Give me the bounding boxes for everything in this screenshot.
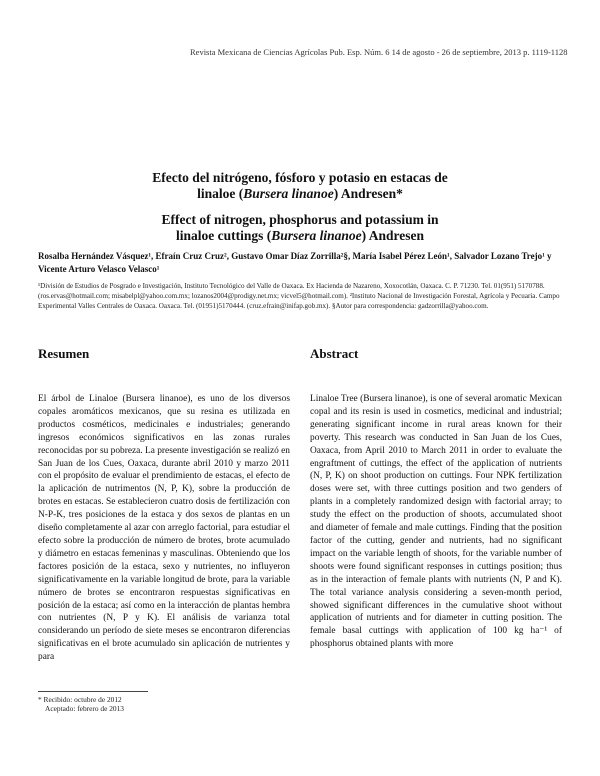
author-list: Rosalba Hernández Vásquez¹, Efraín Cruz Cruz², Gustavo Omar Díaz Zorrilla²§, María Isabel Pérez León¹, Salvador Lozano Trejo¹ y Vicente Arturo Velasco Velasco¹	[38, 251, 552, 274]
affiliations: ¹División de Estudios de Posgrado e Investigación, Instituto Tecnológico del Valle de Oaxaca. Ex Hacienda de Nazareno, Xoxocotlán, Oaxaca. C. P. 71230. Tel. 01(951) 5170788. (ros.ervas@hotmail.com; misabelpl@yahoo.com.mx; lozanos2004@prodigy.net.mx; vicvel5@hotmail.com). ²Instituto Nacional de Investigación Forestal, Agrícola y Pecuaria. Campo Experimental Valles Centrales de Oaxaca. Oaxaca. Tel. (01951)5170444. (cruz.efrain@inifap.gob.mx). §Autor para correspondencia: gadzorrilla@yahoo.com.	[38, 282, 560, 310]
resumen-text: El árbol de Linaloe (Bursera linanoe), es uno de los diversos copales aromáticos mexicanos, que su resina es utilizada en productos cosméticos, medicinales e industriales; generando ingresos económicos significativos en las zonas rurales reconocidas por su pobreza. La presente investigación se realizó en San Juan de los Cues, Oaxaca, durante abril 2010 y marzo 2011 con el propósito de evaluar el prendimiento de estacas, el efecto de la aplicación de nutrimentos (N, P, K), sobre la producción de brotes en estacas. Se establecieron cuatro dosis de fertilización con N-P-K, tres posiciones de la estaca y dos sexos de plantas en un diseño completamente al azar con arreglo factorial, para estudiar el efecto sobre la producción de número de brotes, brote acumulado y diámetro en estacas femeninas y masculinas. Obteniendo que los factores posición de la estaca, sexo y nutrientes, no influyeron significativamente en la variable longitud de brote, para la variable número de brotes se encontraron respuestas significativas en posición de la estaca; así como en la interacción de plantas hembra con nutrientes (N, P y K). El análisis de varianza total considerando un período de siete meses se encontraron diferencias significativas en el brote acumulado sin aplicación de nutrientes y para	[38, 394, 290, 663]
footnote-received: * Recibido: octubre de 2012	[38, 695, 122, 704]
title-english: Effect of nitrogen, phosphorus and potassium in linaloe cuttings (Bursera linanoe) Andresen	[161, 212, 439, 243]
abstract-heading: Abstract	[310, 346, 359, 361]
abstract-text: Linaloe Tree (Bursera linanoe), is one of several aromatic Mexican copal and its resin is used in cosmetics, medicinal and industrial; generating significant income in rural areas known for their poverty. This research was conducted in San Juan de los Cues, Oaxaca, from April 2010 to March 2011 in order to evaluate the engraftment of cuttings, the effect of the application of nutrients (N, P, K) on shoot production on cuttings. Four NPK fertilization doses were set, with three cuttings position and two genders of plants in a completely randomized design with factorial array; to study the effect on the production of shoots, accumulated shoot and diameter of female and male cuttings. Finding that the position factor of the cutting, gender and nutrients, had no significant impact on the variable length of shoots, for the variable number of shoots were found significant responses in cuttings position; thus as in the interaction of female plants with nutrients (N, P and K). The total variance analysis considering a seven-month period, showed significant differences in the cumulative shoot without application of nutrients and for diameter in cutting position. The female basal cuttings with application of 100 kg ha⁻¹ of phosphorus obtained plants with more	[310, 394, 562, 650]
title-spanish: Efecto del nitrógeno, fósforo y potasio en estacas de linaloe (Bursera linanoe) Andresen*	[152, 170, 448, 201]
resumen-heading: Resumen	[38, 346, 90, 361]
journal-header: Revista Mexicana de Ciencias Agrícolas Pub. Esp. Núm. 6 14 de agosto - 26 de septiembre, 2013 p. 1119-1128	[190, 47, 568, 57]
footnote-divider	[38, 691, 148, 692]
footnote-accepted: Aceptado: febrero de 2013	[45, 704, 125, 713]
